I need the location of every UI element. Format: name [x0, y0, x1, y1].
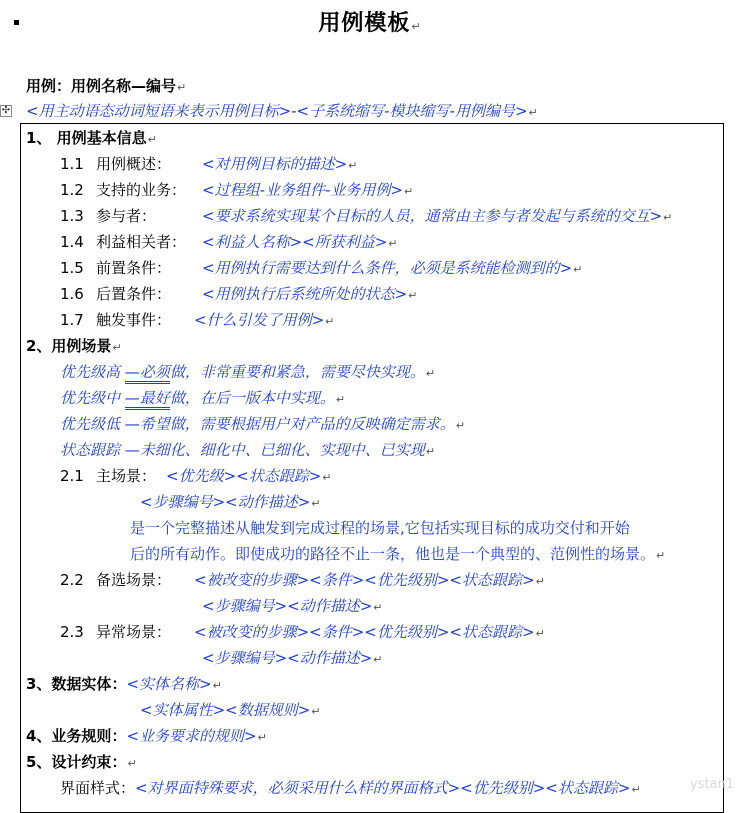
usecase-name-line [26, 76, 186, 98]
return-mark-icon: ↵ [373, 653, 383, 666]
item-number: 1.7 [60, 311, 84, 329]
section4-heading: 4、业务规则： [26, 727, 127, 745]
section2-heading [26, 336, 122, 358]
return-mark-icon: ↵ [631, 783, 641, 796]
section4-line [26, 726, 267, 748]
ui-style-value: <对界面特殊要求，必须采用什么样的界面格式><优先级别><状态跟踪> [135, 779, 631, 797]
section3-line [26, 674, 222, 696]
priority-name: 优先级低 [60, 415, 121, 433]
item-number: 2.3 [60, 623, 84, 641]
item-label: 前置条件： [96, 259, 172, 277]
return-mark-icon: ↵ [311, 705, 321, 718]
section2-heading-text: 2、用例场景 [26, 337, 112, 355]
return-mark-icon: ↵ [408, 289, 418, 302]
desc-text: 是一个完整描述从触发到完成过程的场景,它包括实现目标的成功交付和开始 [130, 519, 630, 537]
return-mark-icon: ↵ [112, 341, 122, 354]
return-mark-icon: ↵ [425, 445, 436, 458]
priority-line [60, 440, 435, 462]
priority-text: —未细化、细化中、已细化、实现中、已实现 [124, 441, 425, 459]
table-move-handle-icon[interactable]: ✣ [1, 105, 11, 116]
item-value: <过程组-业务组件-业务用例> [202, 181, 403, 199]
priority-text: —希望做，需要根据用户对产品的反映确定需求。 [124, 415, 455, 433]
usecase-name-text: 用例：用例名称—编号 [26, 77, 177, 95]
section3-heading: 3、数据实体： [26, 675, 127, 693]
item-number: 1.2 [60, 181, 84, 199]
desc-text: 后的所有动作。即使成功的路径不止一条，他也是一个典型的、范例性的场景。 [130, 545, 656, 563]
return-mark-icon: ↵ [322, 471, 332, 484]
item-label: 用例概述： [96, 155, 172, 173]
step-text: <步骤编号><动作描述> [202, 597, 373, 615]
main-scenario-line [60, 466, 332, 488]
item-value: <被改变的步骤><条件><优先级别><状态跟踪> [194, 571, 535, 589]
priority-line [60, 414, 465, 436]
item-value: <用例执行需要达到什么条件，必须是系统能检测到的> [202, 259, 573, 277]
item-label: 异常场景： [96, 623, 172, 641]
title-text: 用例模板 [318, 11, 411, 36]
item-number: 1.3 [60, 207, 84, 225]
item-value: <被改变的步骤><条件><优先级别><状态跟踪> [194, 623, 535, 641]
return-mark-icon: ↵ [373, 601, 383, 614]
step-text: <步骤编号><动作描述> [202, 649, 373, 667]
usecase-description [26, 101, 538, 123]
item-number: 1.1 [60, 155, 84, 173]
item-value: <对用例目标的描述> [202, 155, 348, 173]
priority-name: 状态跟踪 [60, 441, 121, 459]
item-value: <什么引发了用例> [194, 311, 325, 329]
ui-style-line [60, 778, 641, 800]
return-mark-icon: ↵ [535, 627, 545, 640]
return-mark-icon: ↵ [573, 263, 583, 276]
basic-info-item [60, 232, 398, 254]
item-number: 1.6 [60, 285, 84, 303]
basic-info-item [60, 310, 334, 332]
return-mark-icon: ↵ [127, 757, 137, 770]
return-mark-icon: ↵ [455, 419, 466, 432]
item-label: 利益相关者： [96, 233, 187, 251]
return-mark-icon: ↵ [257, 731, 267, 744]
item-number: 2.2 [60, 571, 84, 589]
usecase-description-text: <用主动语态动词短语来表示用例目标>-<子系统缩写-模块缩写-用例编号> [26, 102, 528, 120]
basic-info-item [60, 258, 582, 280]
main-scenario-step [140, 492, 321, 514]
priority-line [60, 362, 435, 384]
main-scenario-desc-2 [130, 544, 665, 566]
section5-heading-text: 5、设计约束： [26, 753, 127, 771]
alt-scenario-line [60, 570, 545, 592]
basic-info-item [60, 154, 357, 176]
watermark: ystan1 [689, 777, 734, 792]
main-scenario-desc-1 [130, 518, 630, 538]
section3-attrs [140, 700, 321, 722]
return-mark-icon: ↵ [311, 497, 321, 510]
section1-heading [26, 128, 157, 150]
priority-text: 做，非常重要和紧急，需要尽快实现。 [169, 363, 425, 381]
priority-underlined: —最好 [125, 389, 170, 410]
return-mark-icon: ↵ [411, 20, 422, 33]
item-value: <用例执行后系统所处的状态> [202, 285, 408, 303]
priority-name: 优先级高 [60, 363, 121, 381]
return-mark-icon: ↵ [147, 133, 157, 146]
return-mark-icon: ↵ [528, 106, 538, 119]
business-rule: <业务要求的规则> [126, 727, 257, 745]
ui-style-label: 界面样式： [60, 779, 136, 797]
entity-attrs: <实体属性><数据规则> [140, 701, 311, 719]
item-label: 后置条件： [96, 285, 172, 303]
return-mark-icon: ↵ [425, 367, 436, 380]
item-value: <利益人名称><所获利益> [202, 233, 388, 251]
return-mark-icon: ↵ [335, 393, 346, 406]
priority-text: 做，在后一版本中实现。 [169, 389, 335, 407]
priority-line [60, 388, 345, 410]
return-mark-icon: ↵ [348, 159, 358, 172]
item-label: 备选场景： [96, 571, 172, 589]
return-mark-icon: ↵ [663, 211, 673, 224]
item-value: <优先级><状态跟踪> [166, 467, 322, 485]
page-title [0, 6, 740, 37]
return-mark-icon: ↵ [388, 237, 398, 250]
basic-info-item [60, 284, 417, 306]
return-mark-icon: ↵ [177, 81, 187, 94]
item-label: 触发事件： [96, 311, 172, 329]
return-mark-icon: ↵ [403, 185, 414, 198]
return-mark-icon: ↵ [656, 549, 666, 562]
alt-scenario-step [202, 596, 383, 618]
priority-underlined: —必须 [125, 363, 170, 384]
item-label: 支持的业务： [96, 181, 187, 199]
basic-info-item [60, 206, 672, 228]
item-label: 主场景： [96, 467, 157, 485]
return-mark-icon: ↵ [535, 575, 545, 588]
section5-heading [26, 752, 137, 774]
priority-name: 优先级中 [60, 389, 121, 407]
item-number: 2.1 [60, 467, 84, 485]
return-mark-icon: ↵ [212, 679, 222, 692]
entity-name: <实体名称> [126, 675, 212, 693]
exc-scenario-step [202, 648, 383, 670]
exc-scenario-line [60, 622, 545, 644]
item-label: 参与者： [96, 207, 157, 225]
step-text: <步骤编号><动作描述> [140, 493, 311, 511]
basic-info-item [60, 180, 413, 202]
section1-heading-text: 1、 用例基本信息 [26, 129, 147, 147]
return-mark-icon: ↵ [325, 315, 335, 328]
item-value: <要求系统实现某个目标的人员，通常由主参与者发起与系统的交互> [202, 207, 663, 225]
item-number: 1.5 [60, 259, 84, 277]
item-number: 1.4 [60, 233, 84, 251]
